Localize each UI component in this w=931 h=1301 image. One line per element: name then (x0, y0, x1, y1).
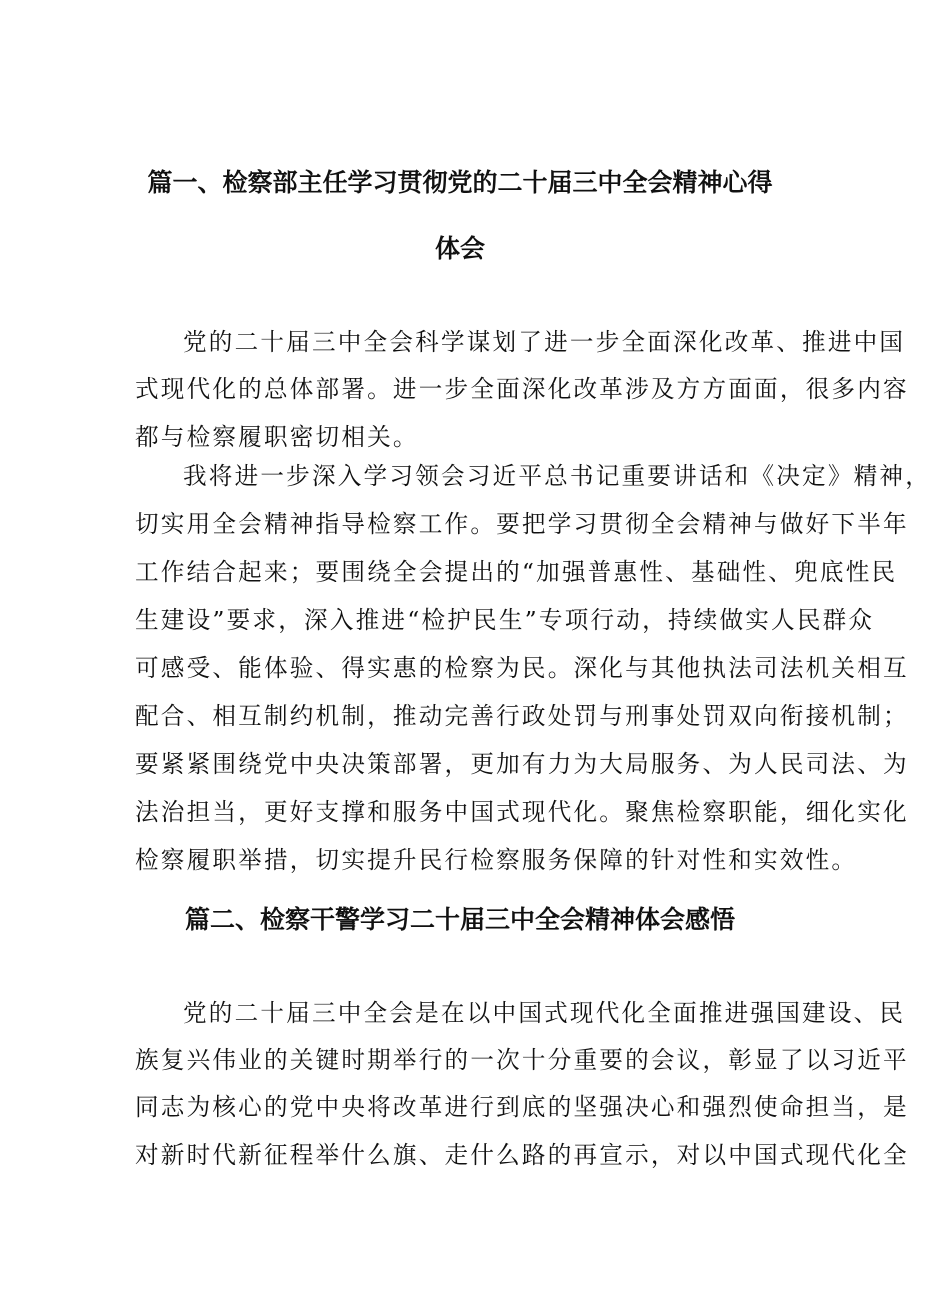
paragraph-line: 都与检察履职密切相关。 (135, 423, 419, 451)
paragraph-line: 可感受、能体验、得实惠的检察为民。深化与其他执法司法机关相互 (135, 654, 909, 682)
paragraph-line: 对新时代新征程举什么旗、走什么路的再宣示，对以中国式现代化全 (135, 1141, 909, 1169)
paragraph-line: 检察履职举措，切实提升民行检察服务保障的针对性和实效性。 (135, 846, 858, 874)
paragraph-line: 党的二十届三中全会是在以中国式现代化全面推进强国建设、民 (183, 999, 906, 1027)
paragraph-line: 式现代化的总体部署。进一步全面深化改革涉及方方面面，很多内容 (135, 375, 909, 403)
paragraph-line: 族复兴伟业的关键时期举行的一次十分重要的会议，彰显了以习近平 (135, 1046, 909, 1074)
paragraph-line: 要紧紧围绕党中央决策部署，更加有力为大局服务、为人民司法、为 (135, 750, 909, 778)
paragraph-line: 生建设”要求，深入推进“检护民生”专项行动，持续做实人民群众 (135, 606, 875, 634)
paragraph-line: 同志为核心的党中央将改革进行到底的坚强决心和强烈使命担当，是 (135, 1093, 909, 1121)
paragraph-line: 切实用全会精神指导检察工作。要把学习贯彻全会精神与做好下半年 (135, 510, 909, 538)
paragraph-line: 法治担当，更好支撑和服务中国式现代化。聚焦检察职能，细化实化 (135, 798, 909, 826)
section2-title: 篇二、检察干警学习二十届三中全会精神体会感悟 (184, 905, 735, 934)
paragraph-line: 配合、相互制约机制，推动完善行政处罚与刑事处罚双向衔接机制； (135, 702, 909, 730)
paragraph-line: 党的二十届三中全会科学谋划了进一步全面深化改革、推进中国 (183, 328, 906, 356)
paragraph-line: 工作结合起来；要围绕全会提出的“加强普惠性、基础性、兜底性民 (135, 558, 898, 586)
section1-title-line1: 篇一、检察部主任学习贯彻党的二十届三中全会精神心得 (147, 168, 773, 197)
paragraph-line: 我将进一步深入学习领会习近平总书记重要讲话和《决定》精神， (183, 462, 931, 490)
section1-title-line2: 体会 (434, 234, 485, 263)
